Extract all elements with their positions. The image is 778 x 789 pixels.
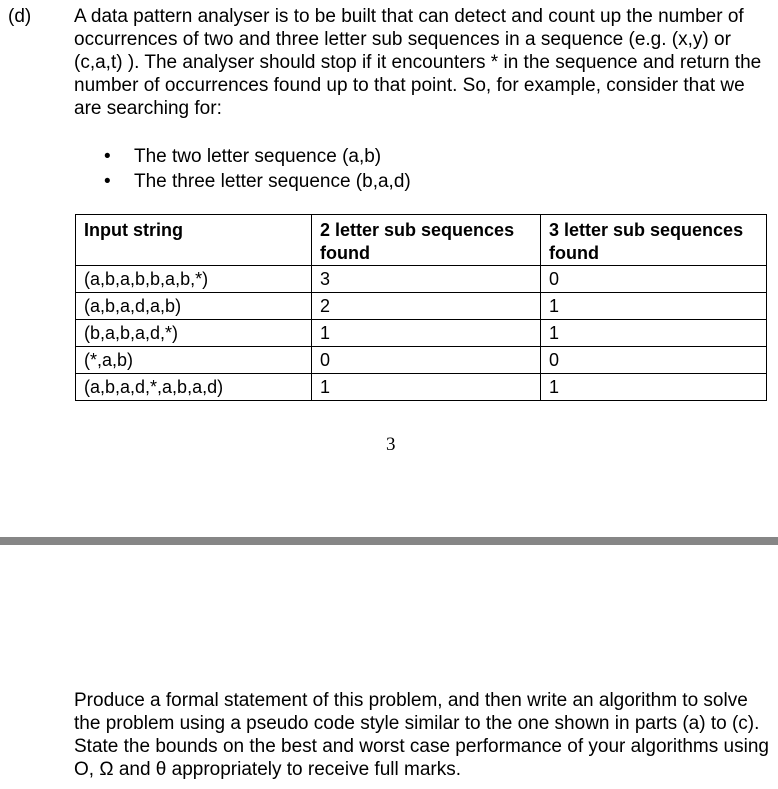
cell: 3 — [312, 266, 541, 293]
cell: (*,a,b) — [76, 347, 312, 374]
cell: 0 — [541, 347, 767, 374]
examples-table — [75, 214, 767, 401]
cell: 1 — [312, 374, 541, 401]
cell: (a,b,a,b,b,a,b,*) — [76, 266, 312, 293]
cell: 2 — [312, 293, 541, 320]
question-intro: A data pattern analyser is to be built that can detect and count up the number of occurrences of two and three letter sub sequences in a sequence (e.g. (x,y) or (c,a,t) ). The analyser should stop if it encounters * in the sequence and return the number of occurrences found up to that point. So, for example, consider that we are searching for: — [74, 6, 762, 119]
cell: 0 — [312, 347, 541, 374]
bullet-item: • The three letter sequence (b,a,d) — [104, 169, 411, 194]
cell: 1 — [541, 374, 767, 401]
cell: 0 — [541, 266, 767, 293]
header-3-letter: 3 letter sub sequences found — [541, 215, 767, 266]
table-row — [76, 320, 767, 347]
bullet-list — [104, 144, 411, 194]
cell: (a,b,a,d,a,b) — [76, 293, 312, 320]
page-separator — [0, 537, 778, 545]
table-row — [76, 347, 767, 374]
task-statement: Produce a formal statement of this problem, and then write an algorithm to solve the problem using a pseudo code style similar to the one shown in parts (a) to (c). State the bounds on the best and worst case performance of your algorithms using O, Ω and θ appropriately to receive full marks. — [74, 690, 769, 780]
table-header-row — [76, 215, 767, 266]
cell: 1 — [541, 320, 767, 347]
page-number: 3 — [386, 434, 396, 455]
table-row — [76, 293, 767, 320]
cell: (b,a,b,a,d,*) — [76, 320, 312, 347]
table-row — [76, 266, 767, 293]
cell: 1 — [541, 293, 767, 320]
bullet-item: • The two letter sequence (a,b) — [104, 144, 411, 169]
cell: (a,b,a,d,*,a,b,a,d) — [76, 374, 312, 401]
header-2-letter: 2 letter sub sequences found — [312, 215, 541, 266]
cell: 1 — [312, 320, 541, 347]
table-row — [76, 374, 767, 401]
question-label: (d) — [8, 6, 32, 27]
header-input-string: Input string — [76, 215, 312, 266]
